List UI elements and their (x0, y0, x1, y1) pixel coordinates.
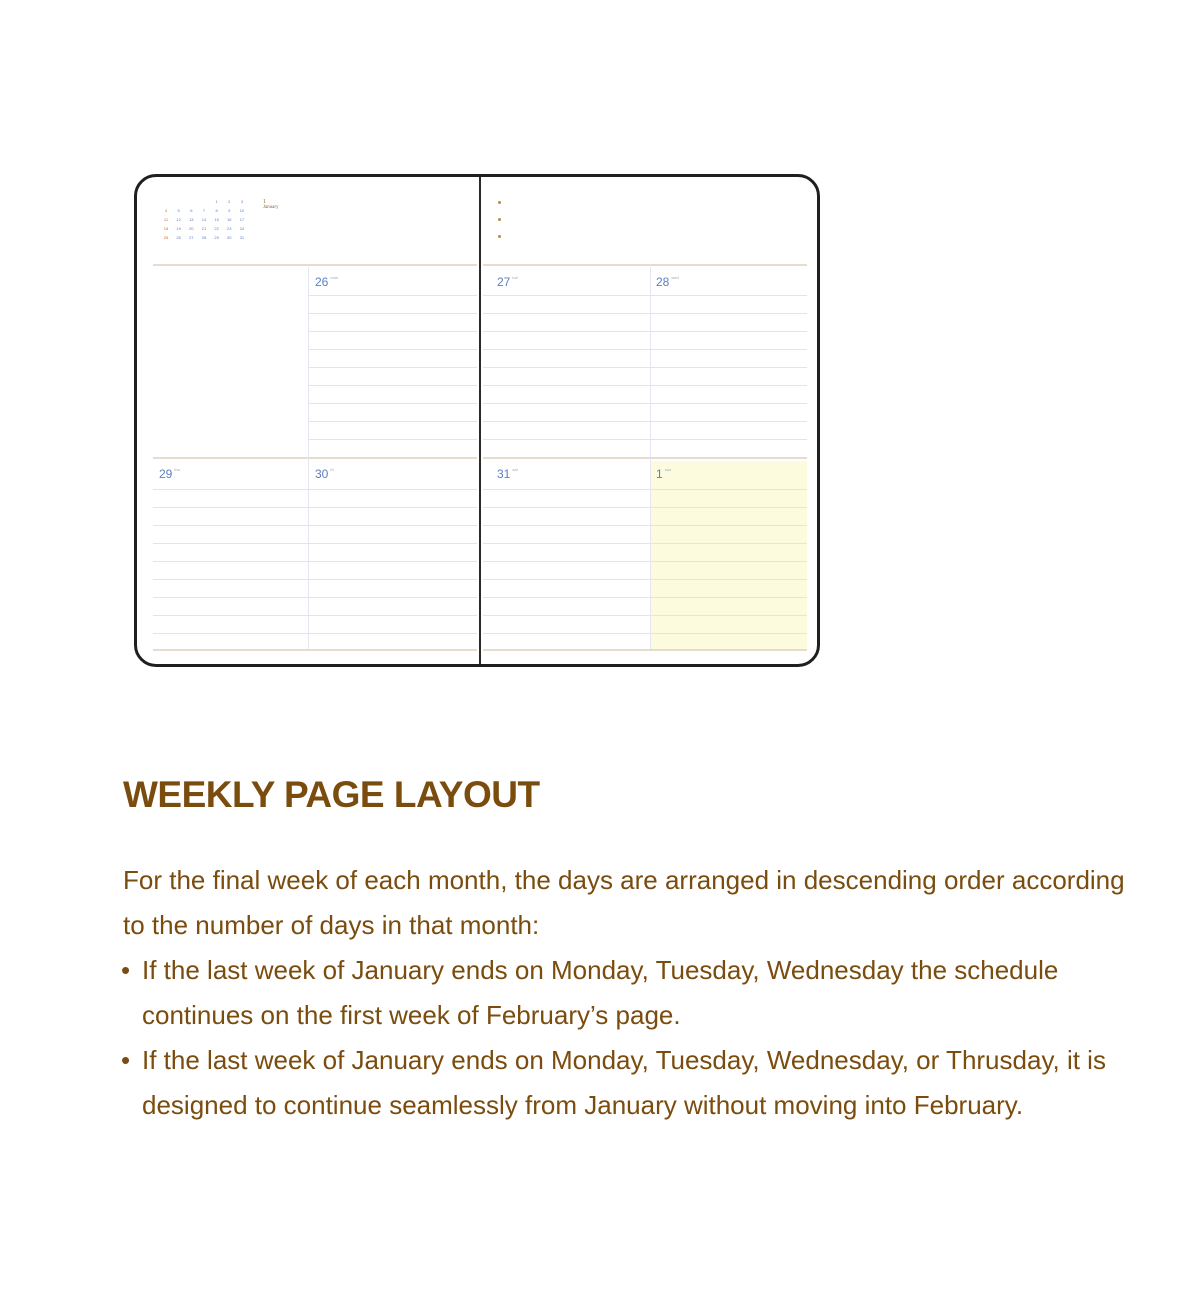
ruled-line (483, 439, 807, 440)
mini-calendar-cell: 9 (228, 208, 231, 213)
mini-calendar-cell: 4 (164, 208, 168, 213)
mini-calendar-cell: 13 (189, 217, 194, 222)
mini-calendar-cell: 31 (239, 235, 245, 240)
ruled-line (483, 507, 807, 508)
section-title: WEEKLY PAGE LAYOUT (123, 774, 540, 815)
ruled-line (483, 403, 807, 404)
day-label-31: 31 $^{sat}$ (497, 467, 518, 481)
ruled-line (308, 421, 477, 422)
ruled-line (308, 385, 477, 386)
ruled-line (483, 525, 807, 526)
mini-calendar-cell: 19 (176, 226, 181, 231)
section-rule (153, 649, 477, 651)
section-rule (483, 649, 807, 651)
list-item-text: If the last week of January ends on Monday, Tuesday, Wednesday, or Thrusday, it is designed to continue seamlessly from January without moving into February. (142, 1045, 1106, 1120)
mini-calendar (161, 199, 247, 244)
ruled-line (153, 579, 477, 580)
mini-calendar-cell: 28 (201, 235, 207, 240)
ruled-line (308, 295, 477, 296)
bullet-list (123, 948, 1133, 1128)
day-label-30: 30 $^{fri}$ (315, 467, 334, 481)
ruled-line (483, 561, 807, 562)
column-divider (308, 267, 309, 649)
mini-calendar-cell: 15 (214, 217, 219, 222)
mini-calendar-cell: 16 (227, 217, 232, 222)
day-label-27: 27 $^{tue}$ (497, 275, 518, 289)
bullet-dot (498, 201, 501, 204)
day-label-1: 1 $^{sun}$ (656, 467, 672, 481)
month-label (263, 199, 279, 210)
ruled-line (153, 561, 477, 562)
ruled-line (308, 367, 477, 368)
mini-calendar-cell: 3 (240, 199, 244, 204)
ruled-line (308, 349, 477, 350)
mini-calendar-cell (174, 199, 184, 208)
ruled-line (483, 385, 807, 386)
list-item (123, 1038, 1133, 1128)
intro-paragraph: For the final week of each month, the days are arranged in descending order according to the number of days in that month: (123, 865, 1125, 940)
mini-calendar-cell: 26 (176, 235, 181, 240)
ruled-line (483, 313, 807, 314)
mini-calendar-cell: 14 (201, 217, 207, 222)
mini-calendar-cell: 7 (202, 208, 206, 213)
ruled-line (483, 615, 807, 616)
mini-calendar-row (161, 208, 247, 217)
mini-calendar-cell: 27 (189, 235, 194, 240)
day-label-26: 26 $^{mon}$ (315, 275, 339, 289)
mini-calendar-cell: 6 (190, 208, 193, 213)
ruled-line (308, 439, 477, 440)
ruled-line (483, 295, 807, 296)
day-label-28: 28 $^{wed}$ (656, 275, 679, 289)
mini-calendar-cell: 18 (163, 226, 169, 231)
ruled-line (153, 525, 477, 526)
ruled-line (483, 633, 807, 634)
mini-calendar-cell (199, 199, 209, 208)
mini-calendar-cell: 21 (201, 226, 207, 231)
section-rule (483, 264, 807, 266)
ruled-line (483, 597, 807, 598)
ruled-line (308, 331, 477, 332)
bullet-dot (498, 235, 501, 238)
ruled-line (153, 633, 477, 634)
mini-calendar-cell: 17 (239, 217, 245, 222)
list-item (123, 948, 1133, 1038)
ruled-line (308, 403, 477, 404)
planner-illustration (134, 174, 820, 667)
ruled-line (483, 349, 807, 350)
ruled-line (153, 597, 477, 598)
ruled-line (483, 579, 807, 580)
ruled-line (483, 543, 807, 544)
mini-calendar-cell: 24 (239, 226, 245, 231)
ruled-line (153, 543, 477, 544)
description-text (123, 858, 1133, 1128)
mini-calendar-cell: 2 (228, 199, 231, 204)
ruled-line (308, 313, 477, 314)
bullet-marker: • (121, 955, 131, 985)
ruled-line (153, 615, 477, 616)
ruled-line (483, 331, 807, 332)
mini-calendar-cell: 20 (189, 226, 194, 231)
ruled-line (153, 489, 477, 490)
mini-calendar-cell: 5 (177, 208, 180, 213)
bullet-dot (498, 218, 501, 221)
mini-calendar-cell: 1 (215, 199, 218, 204)
mini-calendar-row (161, 199, 247, 208)
ruled-line (483, 489, 807, 490)
mini-calendar-cell: 11 (163, 217, 169, 222)
mini-calendar-cell: 22 (214, 226, 219, 231)
ruled-line (153, 507, 477, 508)
mini-calendar-cell: 8 (215, 208, 218, 213)
mini-calendar-cell: 30 (227, 235, 232, 240)
planner-spine (479, 177, 481, 664)
mini-calendar-row (161, 226, 247, 235)
list-item-text: If the last week of January ends on Monday, Tuesday, Wednesday the schedule continues on the first week of February’s page. (142, 955, 1059, 1030)
ruled-line (483, 421, 807, 422)
section-rule (153, 457, 477, 459)
mini-calendar-cell: 25 (163, 235, 169, 240)
mini-calendar-row (161, 217, 247, 226)
month-number: 1 (263, 199, 266, 205)
mini-calendar-cell: 23 (227, 226, 232, 231)
mini-calendar-cell: 12 (176, 217, 181, 222)
section-rule (153, 264, 477, 266)
ruled-line (483, 367, 807, 368)
month-name: January (263, 205, 279, 210)
mini-calendar-cell (186, 199, 196, 208)
bullet-marker: • (121, 1045, 131, 1075)
mini-calendar-cell (161, 199, 171, 208)
mini-calendar-cell: 10 (239, 208, 245, 213)
mini-calendar-cell: 29 (214, 235, 219, 240)
mini-calendar-row (161, 235, 247, 244)
section-rule (483, 457, 807, 459)
column-divider (650, 267, 651, 649)
day-label-29: 29 $^{thu}$ (159, 467, 180, 481)
